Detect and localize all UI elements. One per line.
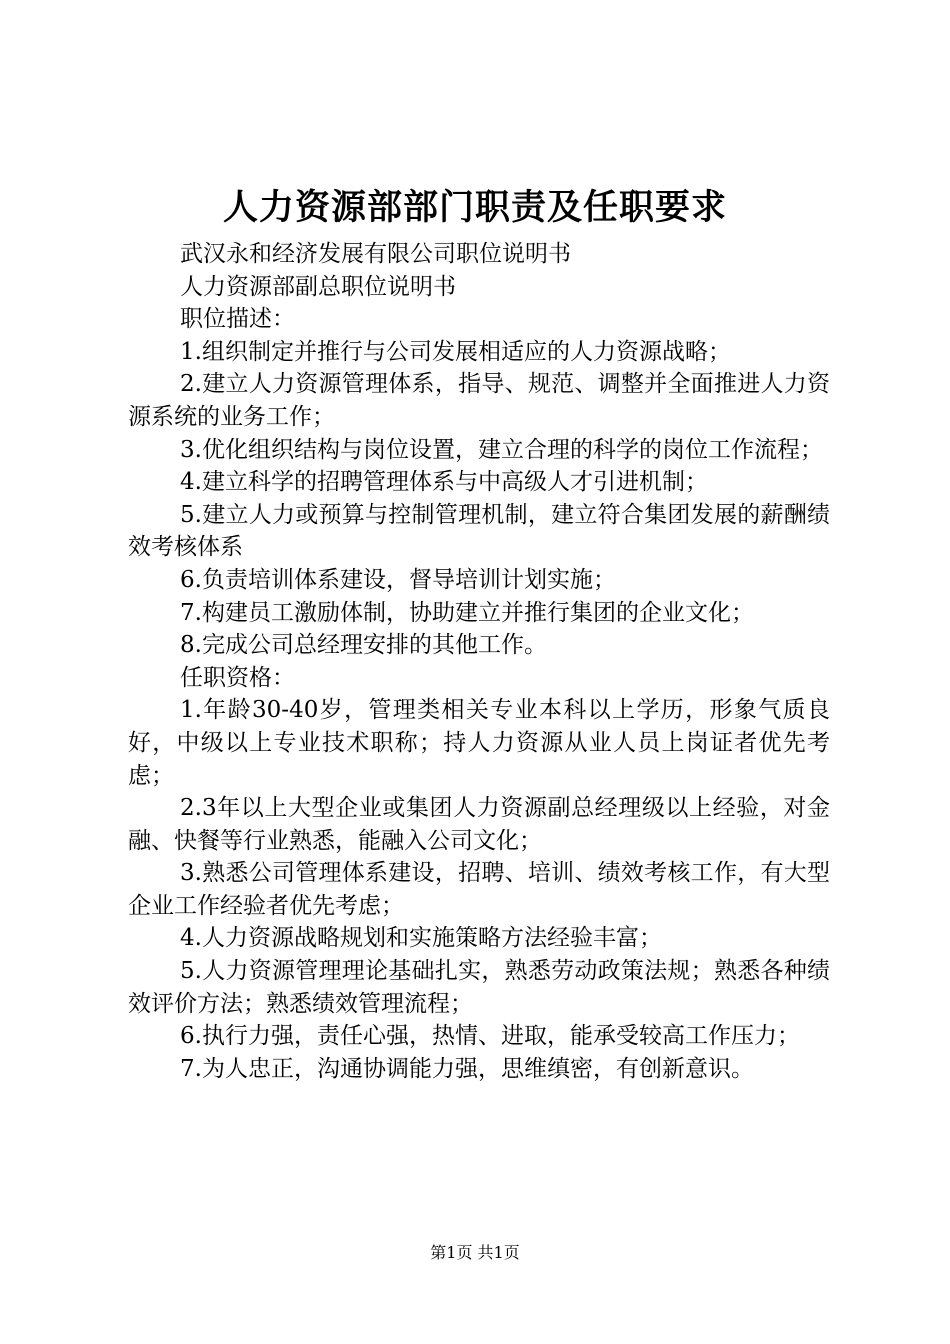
qualification-item: 7.为人忠正，沟通协调能力强，思维缜密，有创新意识。 [180, 1055, 754, 1082]
section-heading-duties: 职位描述： [180, 306, 295, 333]
duty-item: 4.建立科学的招聘管理体系与中高级人才引进机制； [180, 469, 708, 496]
company-line: 武汉永和经济发展有限公司职位说明书 [180, 241, 571, 267]
duty-item: 7.构建员工激励体制，协助建立并推行集团的企业文化； [180, 599, 754, 626]
page-footer: 第1页 共1页 [430, 1243, 520, 1262]
position-heading: 人力资源部副总职位说明书 [180, 273, 456, 300]
duty-item: 2.建立人力资源管理体系，指导、规范、调整并全面推进人力资源系统的业务工作； [128, 371, 830, 430]
duty-item: 8.完成公司总经理安排的其他工作。 [180, 632, 547, 659]
duty-item: 3.优化组织结构与岗位设置，建立合理的科学的岗位工作流程； [180, 436, 823, 463]
qualification-item: 4.人力资源战略规划和实施策略方法经验丰富； [180, 925, 662, 952]
qualification-item: 2.3年以上大型企业或集团人力资源副总经理级以上经验，对金融、快餐等行业熟悉，能融入公司文化； [128, 795, 830, 854]
document-body [128, 238, 830, 1085]
document-title: 人力资源部部门职责及任职要求 [222, 187, 727, 228]
duty-item: 5.建立人力或预算与控制管理机制，建立符合集团发展的薪酬绩效考核体系 [128, 501, 830, 561]
qualification-item: 3.熟悉公司管理体系建设，招聘、培训、绩效考核工作，有大型企业工作经验者优先考虑； [128, 860, 830, 919]
duty-item: 1.组织制定并推行与公司发展相适应的人力资源战略； [180, 338, 731, 365]
section-heading-qualifications: 任职资格： [180, 664, 295, 691]
qualification-item: 6.执行力强，责任心强，热情、进取，能承受较高工作压力； [180, 1023, 800, 1050]
duty-item: 6.负责培训体系建设，督导培训计划实施； [180, 566, 616, 593]
qualification-item: 5.人力资源管理理论基础扎实，熟悉劳动政策法规；熟悉各种绩效评价方法；熟悉绩效管理流程； [128, 958, 830, 1017]
qualification-item: 1.年龄30-40岁，管理类相关专业本科以上学历，形象气质良好，中级以上专业技术职称；持人力资源从业人员上岗证者优先考虑； [128, 697, 830, 789]
